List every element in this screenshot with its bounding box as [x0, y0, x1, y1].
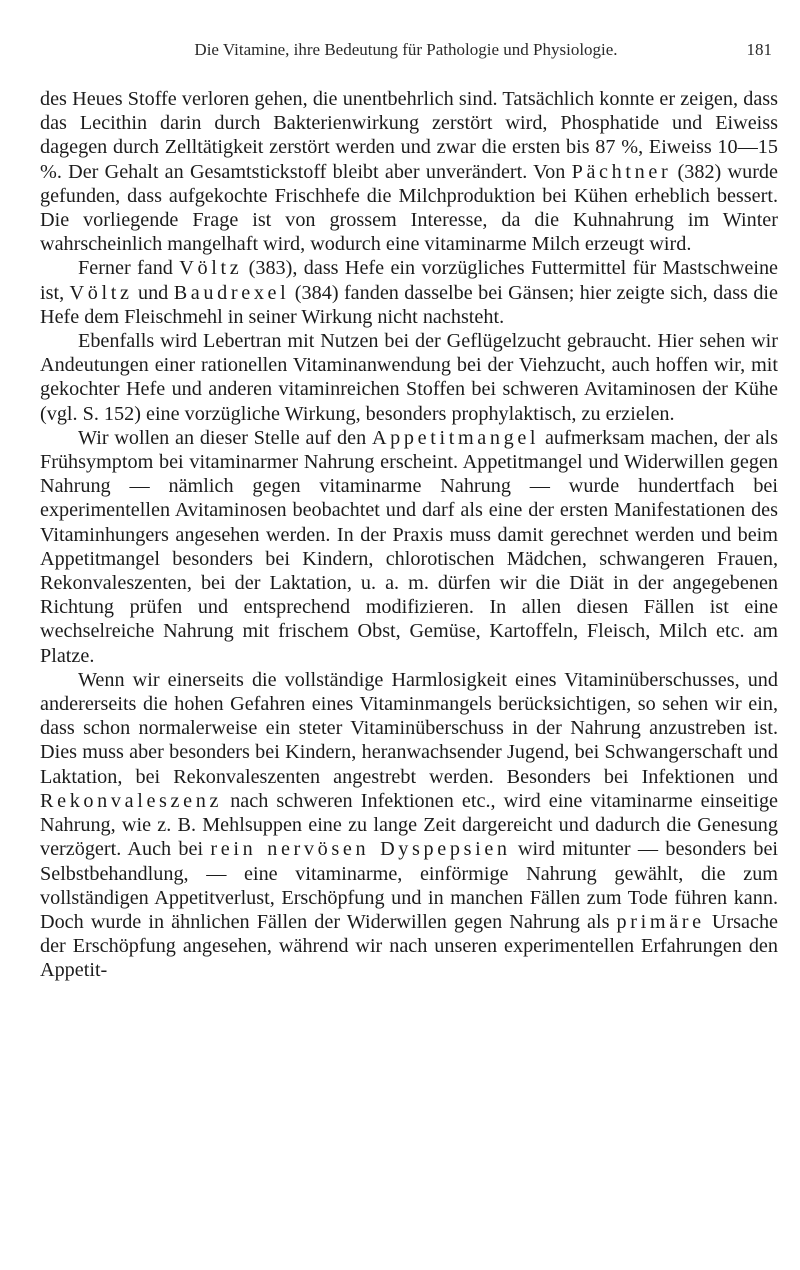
- text-run: des Heues Stoffe verloren gehen, die unentbehrlich sind. Tatsächlich konnte er zeigen, dass das Lecithin darin durch Bakterienwirkung zerstört wird, Phosphatide und Eiweiss dagegen durch Zelltätigkeit zerstört werden und zwar die ersten bis 87 %, Eiweiss 10—15 %. Der Gehalt an Gesamtstickstoff bleibt aber unverändert. Von: [40, 88, 778, 183]
- body-text: [40, 87, 778, 983]
- text-run: aufmerksam machen, der als Frühsymptom bei vitaminarmer Nahrung erscheint. Appetitmangel und Widerwillen gegen Nahrung — nämlich gegen vitaminarme Nahrung — wurde hundertfach bei experimentellen Avitaminosen beobachtet und darf als eine der ersten Manifestationen des Vitaminhungers angesehen werden. In der Praxis muss damit gerechnet werden und beim Appetitmangel besonders bei Kindern, chlorotischen Mädchen, schwangeren Frauen, Rekonvaleszenten, bei der Laktation, u. a. m. dürfen wir die Diät in der angegebenen Richtung prüfen und entsprechend modifizieren. In allen diesen Fällen ist eine wechselreiche Nahrung mit frischem Obst, Gemüse, Kartoffeln, Fleisch, Milch etc. am Platze.: [40, 426, 778, 667]
- emphasized-name: Völtz: [69, 281, 133, 304]
- emphasized-name: primäre: [616, 910, 705, 933]
- page-number: 181: [746, 40, 772, 59]
- running-header: [40, 40, 772, 70]
- text-run: wird mitunter — besonders bei Selbstbehandlung, — eine vitaminarme, einförmige Nahrung gewählt, die zum vollständigen Appetitverlust, Erschöpfung und in manchen Fällen zum Tode führen kann. Doch wurde in ähnlichen Fällen der Widerwillen gegen Nahrung als: [40, 838, 779, 933]
- text-run: Ebenfalls wird Lebertran mit Nutzen bei der Geflügelzucht gebraucht. Hier sehen wir Andeutungen einer rationellen Vitaminanwendung bei der Viehzucht, auch hoffen wir, mit gekochter Hefe und anderen vitaminreichen Stoffen bei schweren Avitaminosen der Kühe (vgl. S. 152) eine vorzügliche Wirkung, besonders prophylaktisch, zu erzielen.: [40, 330, 778, 425]
- paragraph: [40, 426, 778, 668]
- paragraph: [40, 256, 778, 329]
- text-run: nach schweren Infektionen etc., wird eine vitaminarme einseitige Nahrung, wie z. B. Mehlsuppen eine zu lange Zeit dargereicht und dadurch die Genesung verzögert. Auch bei: [40, 789, 778, 861]
- text-run: und: [132, 281, 174, 304]
- paragraph: [40, 329, 778, 426]
- text-run: (382) wurde gefunden, dass aufgekochte Frischhefe die Milchproduktion bei Kühen erheblich bessert. Die vorliegende Frage ist von grossem Interesse, da die Kuhnahrung im Winter wahrscheinlich mangelhaft wird, wodurch eine vitaminarme Milch erzeugt wird.: [40, 160, 778, 256]
- emphasized-name: Baudrexel: [173, 281, 290, 304]
- text-run: (384) fanden dasselbe bei Gänsen; hier zeigte sich, dass die Hefe dem Fleischmehl in seiner Wirkung nicht nachsteht.: [40, 281, 778, 328]
- text-run: Ferner fand: [78, 257, 180, 280]
- emphasized-name: Appetitmangel: [371, 426, 540, 449]
- paragraph: [40, 87, 778, 256]
- text-run: Wenn wir einerseits die vollständige Harmlosigkeit eines Vitaminüberschusses, und andererseits die hohen Gefahren eines Vitaminmangels berücksichtigen, so sehen wir ein, dass schon normalerweise ein steter Vitaminüberschuss in der Nahrung anzustreben ist. Dies muss aber besonders bei Kindern, heranwachsender Jugend, bei Schwangerschaft und Laktation, bei Rekonvaleszenten angestrebt werden. Besonders bei Infektionen und: [40, 668, 778, 788]
- text-run: Wir wollen an dieser Stelle auf den: [78, 426, 372, 449]
- emphasized-name: Pächtner: [571, 160, 672, 183]
- emphasized-name: Rekonvaleszenz: [40, 789, 223, 812]
- emphasized-name: Völtz: [179, 257, 243, 280]
- text-run: (383), dass Hefe ein vorzügliches Futtermittel für Mastschweine ist,: [40, 257, 778, 304]
- paragraph: [40, 668, 778, 983]
- emphasized-name: rein nervösen Dyspepsien: [210, 838, 511, 861]
- text-run: Ursache der Erschöpfung angesehen, während wir nach unseren experimentellen Erfahrungen den Appetit-: [40, 910, 778, 982]
- running-title: Die Vitamine, ihre Bedeutung für Pathologie und Physiologie.: [194, 40, 618, 59]
